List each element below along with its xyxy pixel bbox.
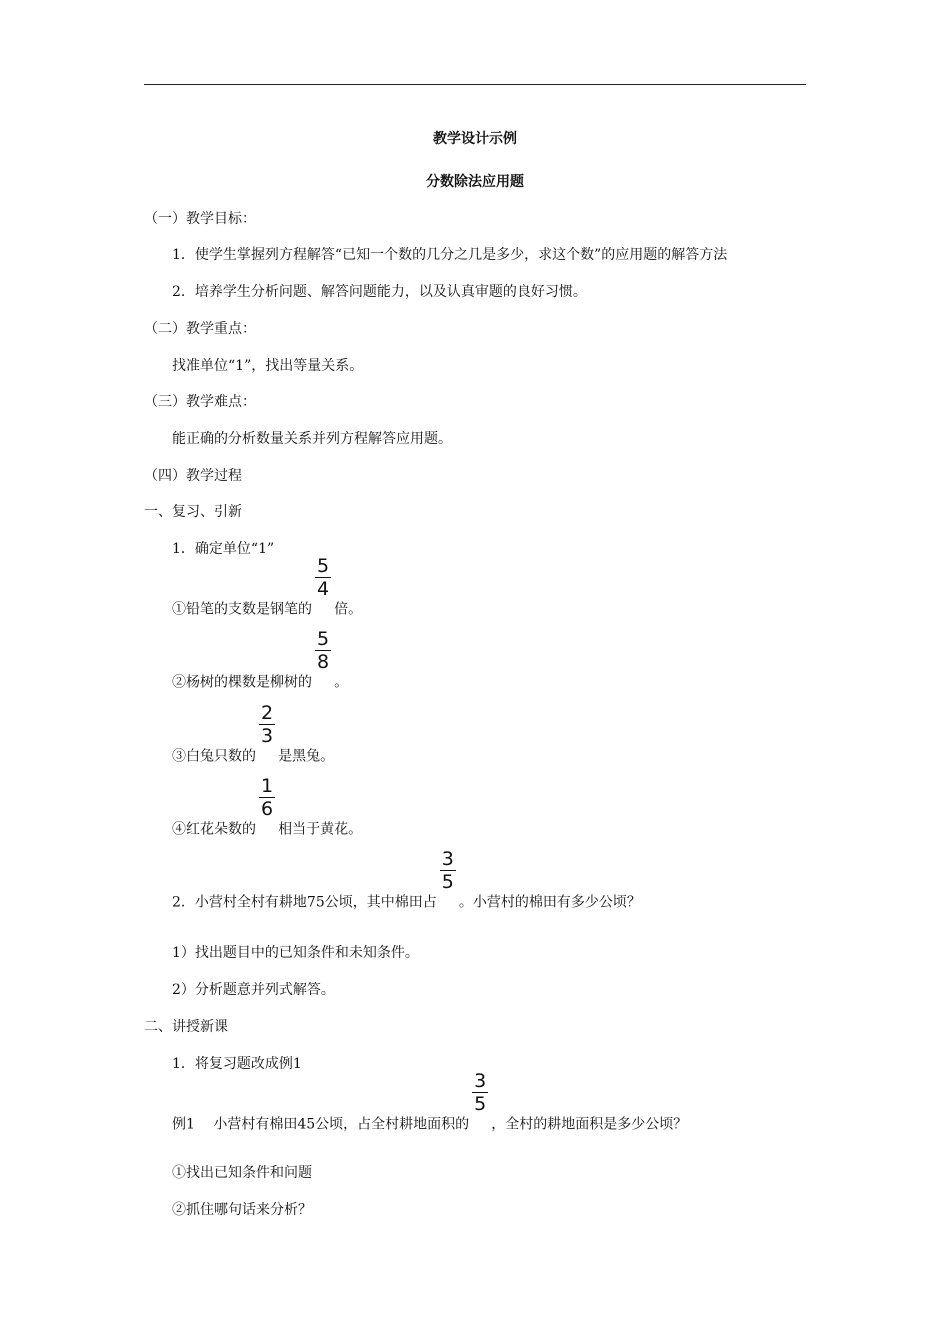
header-rule — [144, 84, 806, 85]
step-item: 1．将复习题改成例1 — [172, 1056, 302, 1072]
fraction: $\frac{1}{6}$ — [261, 775, 274, 820]
step-item: 2）分析题意并列式解答。 — [172, 982, 335, 998]
question-line: ①铅笔的支数是钢笔的 $\frac{5}{4}$ 倍。 — [172, 555, 363, 618]
difficulty-text: 能正确的分析数量关系并列方程解答应用题。 — [172, 431, 452, 447]
page-title: 教学设计示例 — [433, 131, 517, 147]
step-item: ②抓住哪句话来分析？ — [172, 1202, 312, 1218]
fraction: $\frac{5}{8}$ — [317, 628, 330, 673]
section-heading: （四）教学过程 — [144, 468, 242, 484]
example-line: 例1 小营村有棉田45公顷，占全村耕地面积的 $\frac{3}{5}$ ，全村的耕地面积是多少公顷？ — [172, 1070, 688, 1133]
page-subtitle: 分数除法应用题 — [426, 174, 524, 190]
step-item: 1）找出题目中的已知条件和未知条件。 — [172, 945, 419, 961]
fraction: $\frac{3}{5}$ — [474, 1070, 487, 1115]
fraction: $\frac{2}{3}$ — [261, 702, 274, 747]
question-line: 2．小营村全村有耕地75公顷，其中棉田占 $\frac{3}{5}$ 。小营村的棉田有多少公顷？ — [172, 848, 641, 911]
part-heading: 一、复习、引新 — [144, 504, 242, 520]
keypoint-text: 找准单位“1”，找出等量关系。 — [172, 358, 364, 374]
part-heading: 二、讲授新课 — [144, 1019, 228, 1035]
question-line: ④红花朵数的 $\frac{1}{6}$ 相当于黄花。 — [172, 775, 363, 838]
fraction: $\frac{5}{4}$ — [317, 555, 330, 600]
section-heading: （二）教学重点： — [144, 321, 256, 337]
section-heading: （三）教学难点： — [144, 394, 256, 410]
goal-item: 2．培养学生分析问题、解答问题能力，以及认真审题的良好习惯。 — [172, 284, 587, 300]
step-item: 1．确定单位“1” — [172, 541, 275, 557]
question-line: ③白兔只数的 $\frac{2}{3}$ 是黑兔。 — [172, 702, 335, 765]
section-heading: （一）教学目标： — [144, 211, 256, 227]
fraction: $\frac{3}{5}$ — [441, 848, 454, 893]
goal-item: 1．使学生掌握列方程解答“已知一个数的几分之几是多少，求这个数”的应用题的解答方法 — [172, 247, 728, 263]
step-item: ①找出已知条件和问题 — [172, 1165, 312, 1181]
question-line: ②杨树的棵数是柳树的 $\frac{5}{8}$ 。 — [172, 628, 349, 691]
